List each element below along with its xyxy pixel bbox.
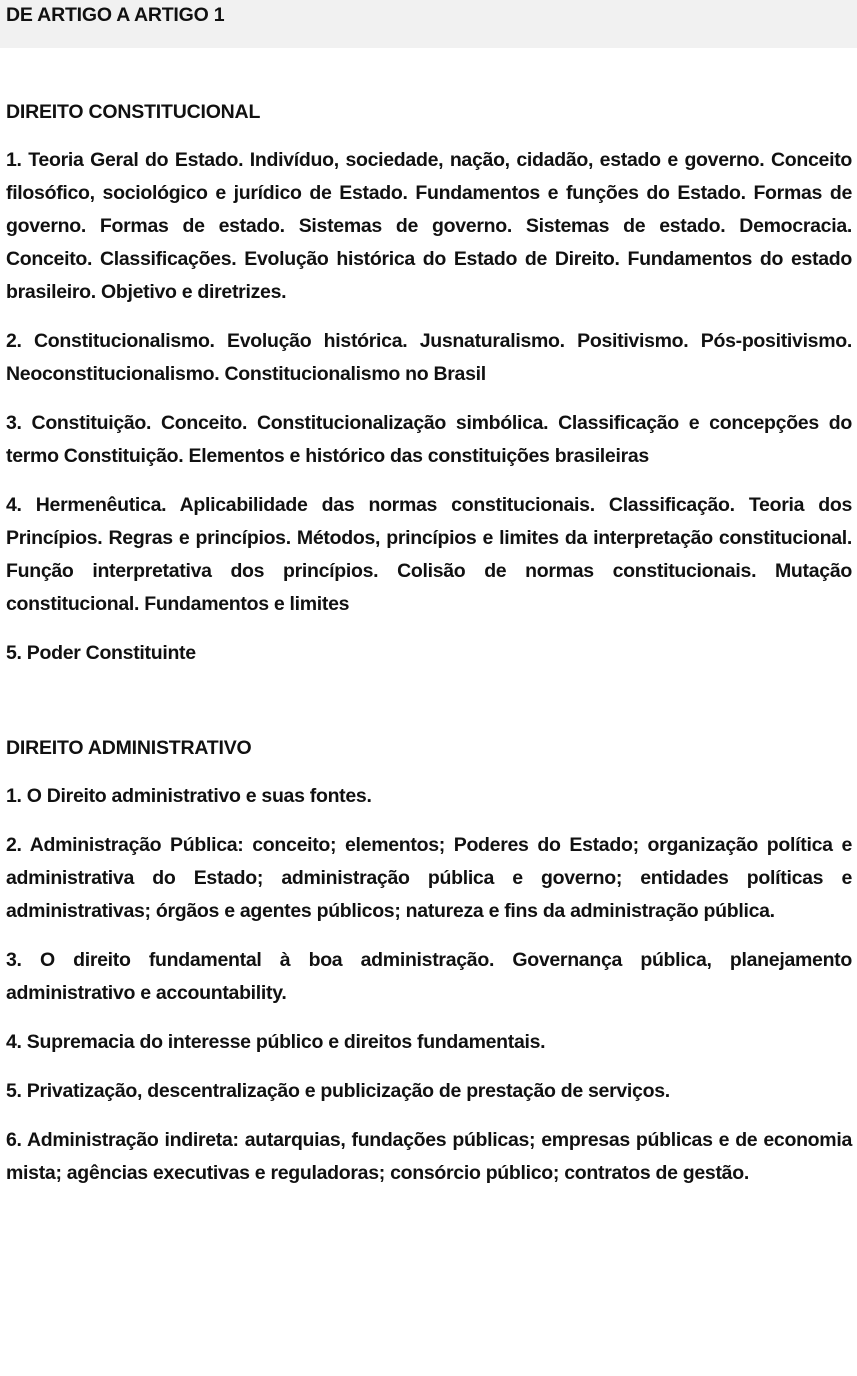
document-title: DE ARTIGO A ARTIGO 1: [6, 4, 225, 26]
constitucional-item-3: 3. Constituição. Conceito. Constitucionalização simbólica. Classificação e concepções do termo Constituição. Elementos e histórico das constituições brasileiras: [6, 412, 852, 467]
document-body: [0, 96, 857, 1190]
constitucional-item-4: 4. Hermenêutica. Aplicabilidade das normas constitucionais. Classificação. Teoria dos Princípios. Regras e princípios. Métodos, princípios e limites da interpretação constitucional. Função interpretativa dos princípios. Colisão de normas constitucionais. Mutação constitucional. Fundamentos e limites: [6, 494, 852, 615]
administrativo-item-4: 4. Supremacia do interesse público e direitos fundamentais.: [6, 1031, 546, 1053]
constitucional-item-1: 1. Teoria Geral do Estado. Indivíduo, sociedade, nação, cidadão, estado e governo. Conceito filosófico, sociológico e jurídico de Estado. Fundamentos e funções do Estado. Formas de governo. Formas de estado. Sistemas de governo. Sistemas de estado. Democracia. Conceito. Classificações. Evolução histórica do Estado de Direito. Fundamentos do estado brasileiro. Objetivo e diretrizes.: [6, 149, 852, 303]
section-heading-direito-administrativo: DIREITO ADMINISTRATIVO: [6, 737, 252, 759]
administrativo-item-3: 3. O direito fundamental à boa administração. Governança pública, planejamento administrativo e accountability.: [6, 949, 852, 1004]
administrativo-item-2: 2. Administração Pública: conceito; elementos; Poderes do Estado; organização política e administrativa do Estado; administração pública e governo; entidades políticas e administrativas; órgãos e agentes públicos; natureza e fins da administração pública.: [6, 834, 852, 922]
administrativo-item-6: 6. Administração indireta: autarquias, fundações públicas; empresas públicas e de economia mista; agências executivas e reguladoras; consórcio público; contratos de gestão.: [6, 1129, 852, 1184]
administrativo-item-5: 5. Privatização, descentralização e publicização de prestação de serviços.: [6, 1080, 670, 1102]
constitucional-item-5: 5. Poder Constituinte: [6, 642, 196, 664]
document-header-bar: [0, 0, 857, 48]
administrativo-item-1: 1. O Direito administrativo e suas fontes.: [6, 785, 372, 807]
constitucional-item-2: 2. Constitucionalismo. Evolução histórica. Jusnaturalismo. Positivismo. Pós-positivismo. Neoconstitucionalismo. Constitucionalismo no Brasil: [6, 330, 852, 385]
section-heading-direito-constitucional: DIREITO CONSTITUCIONAL: [6, 101, 261, 123]
